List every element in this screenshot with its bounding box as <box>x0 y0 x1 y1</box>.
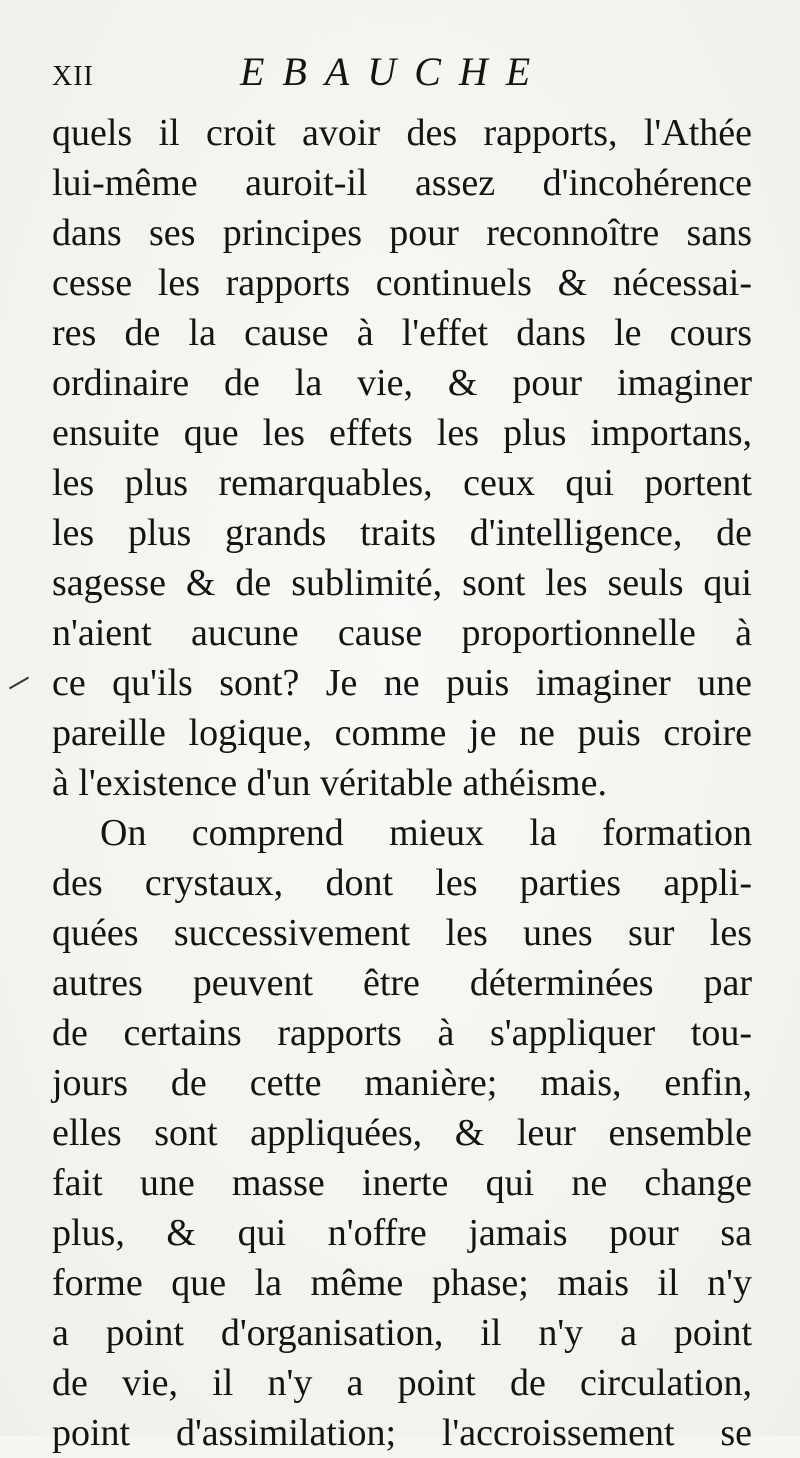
text-line: de vie, il n'y a point de circulation, <box>52 1362 752 1404</box>
text-line: des crystaux, dont les parties appli- <box>52 862 752 904</box>
text-line: plus, & qui n'offre jamais pour sa <box>52 1212 752 1254</box>
text-line: forme que la même phase; mais il n'y <box>52 1262 752 1304</box>
text-line: ordinaire de la vie, & pour imaginer <box>52 362 752 404</box>
text-line: ensuite que les effets les plus importans, <box>52 412 752 454</box>
margin-mark <box>9 677 29 690</box>
text-line: jours de cette manière; mais, enfin, <box>52 1062 752 1104</box>
page-header <box>40 48 740 92</box>
body-text <box>52 108 752 1458</box>
text-line: n'aient aucune cause proportionnelle à <box>52 612 752 654</box>
text-line: elles sont appliquées, & leur ensemble <box>52 1112 752 1154</box>
running-head: EBAUCHE <box>240 49 549 94</box>
text-line: ce qu'ils sont? Je ne puis imaginer une <box>52 662 752 704</box>
paragraph-start-line: On comprend mieux la formation <box>100 812 752 854</box>
text-line: fait une masse inerte qui ne change <box>52 1162 752 1204</box>
text-line: cesse les rapports continuels & nécessai- <box>52 262 752 304</box>
page-number: xii <box>52 49 94 94</box>
text-line: les plus grands traits d'intelligence, de <box>52 512 752 554</box>
text-line: de certains rapports à s'appliquer tou- <box>52 1012 752 1054</box>
text-line: à l'existence d'un véritable athéisme. <box>52 762 607 804</box>
text-line: autres peuvent être déterminées par <box>52 962 752 1004</box>
text-line: pareille logique, comme je ne puis croire <box>52 712 752 754</box>
text-line: lui-même auroit-il assez d'incohérence <box>52 162 752 204</box>
text-line: point d'assimilation; l'accroissement se <box>52 1412 752 1454</box>
text-line: sagesse & de sublimité, sont les seuls qui <box>52 562 752 604</box>
text-line: res de la cause à l'effet dans le cours <box>52 312 752 354</box>
text-line: quées successivement les unes sur les <box>52 912 752 954</box>
text-line: dans ses principes pour reconnoître sans <box>52 212 752 254</box>
text-line: les plus remarquables, ceux qui portent <box>52 462 752 504</box>
text-line: a point d'organisation, il n'y a point <box>52 1312 752 1354</box>
text-line: quels il croit avoir des rapports, l'Athée <box>52 112 752 154</box>
